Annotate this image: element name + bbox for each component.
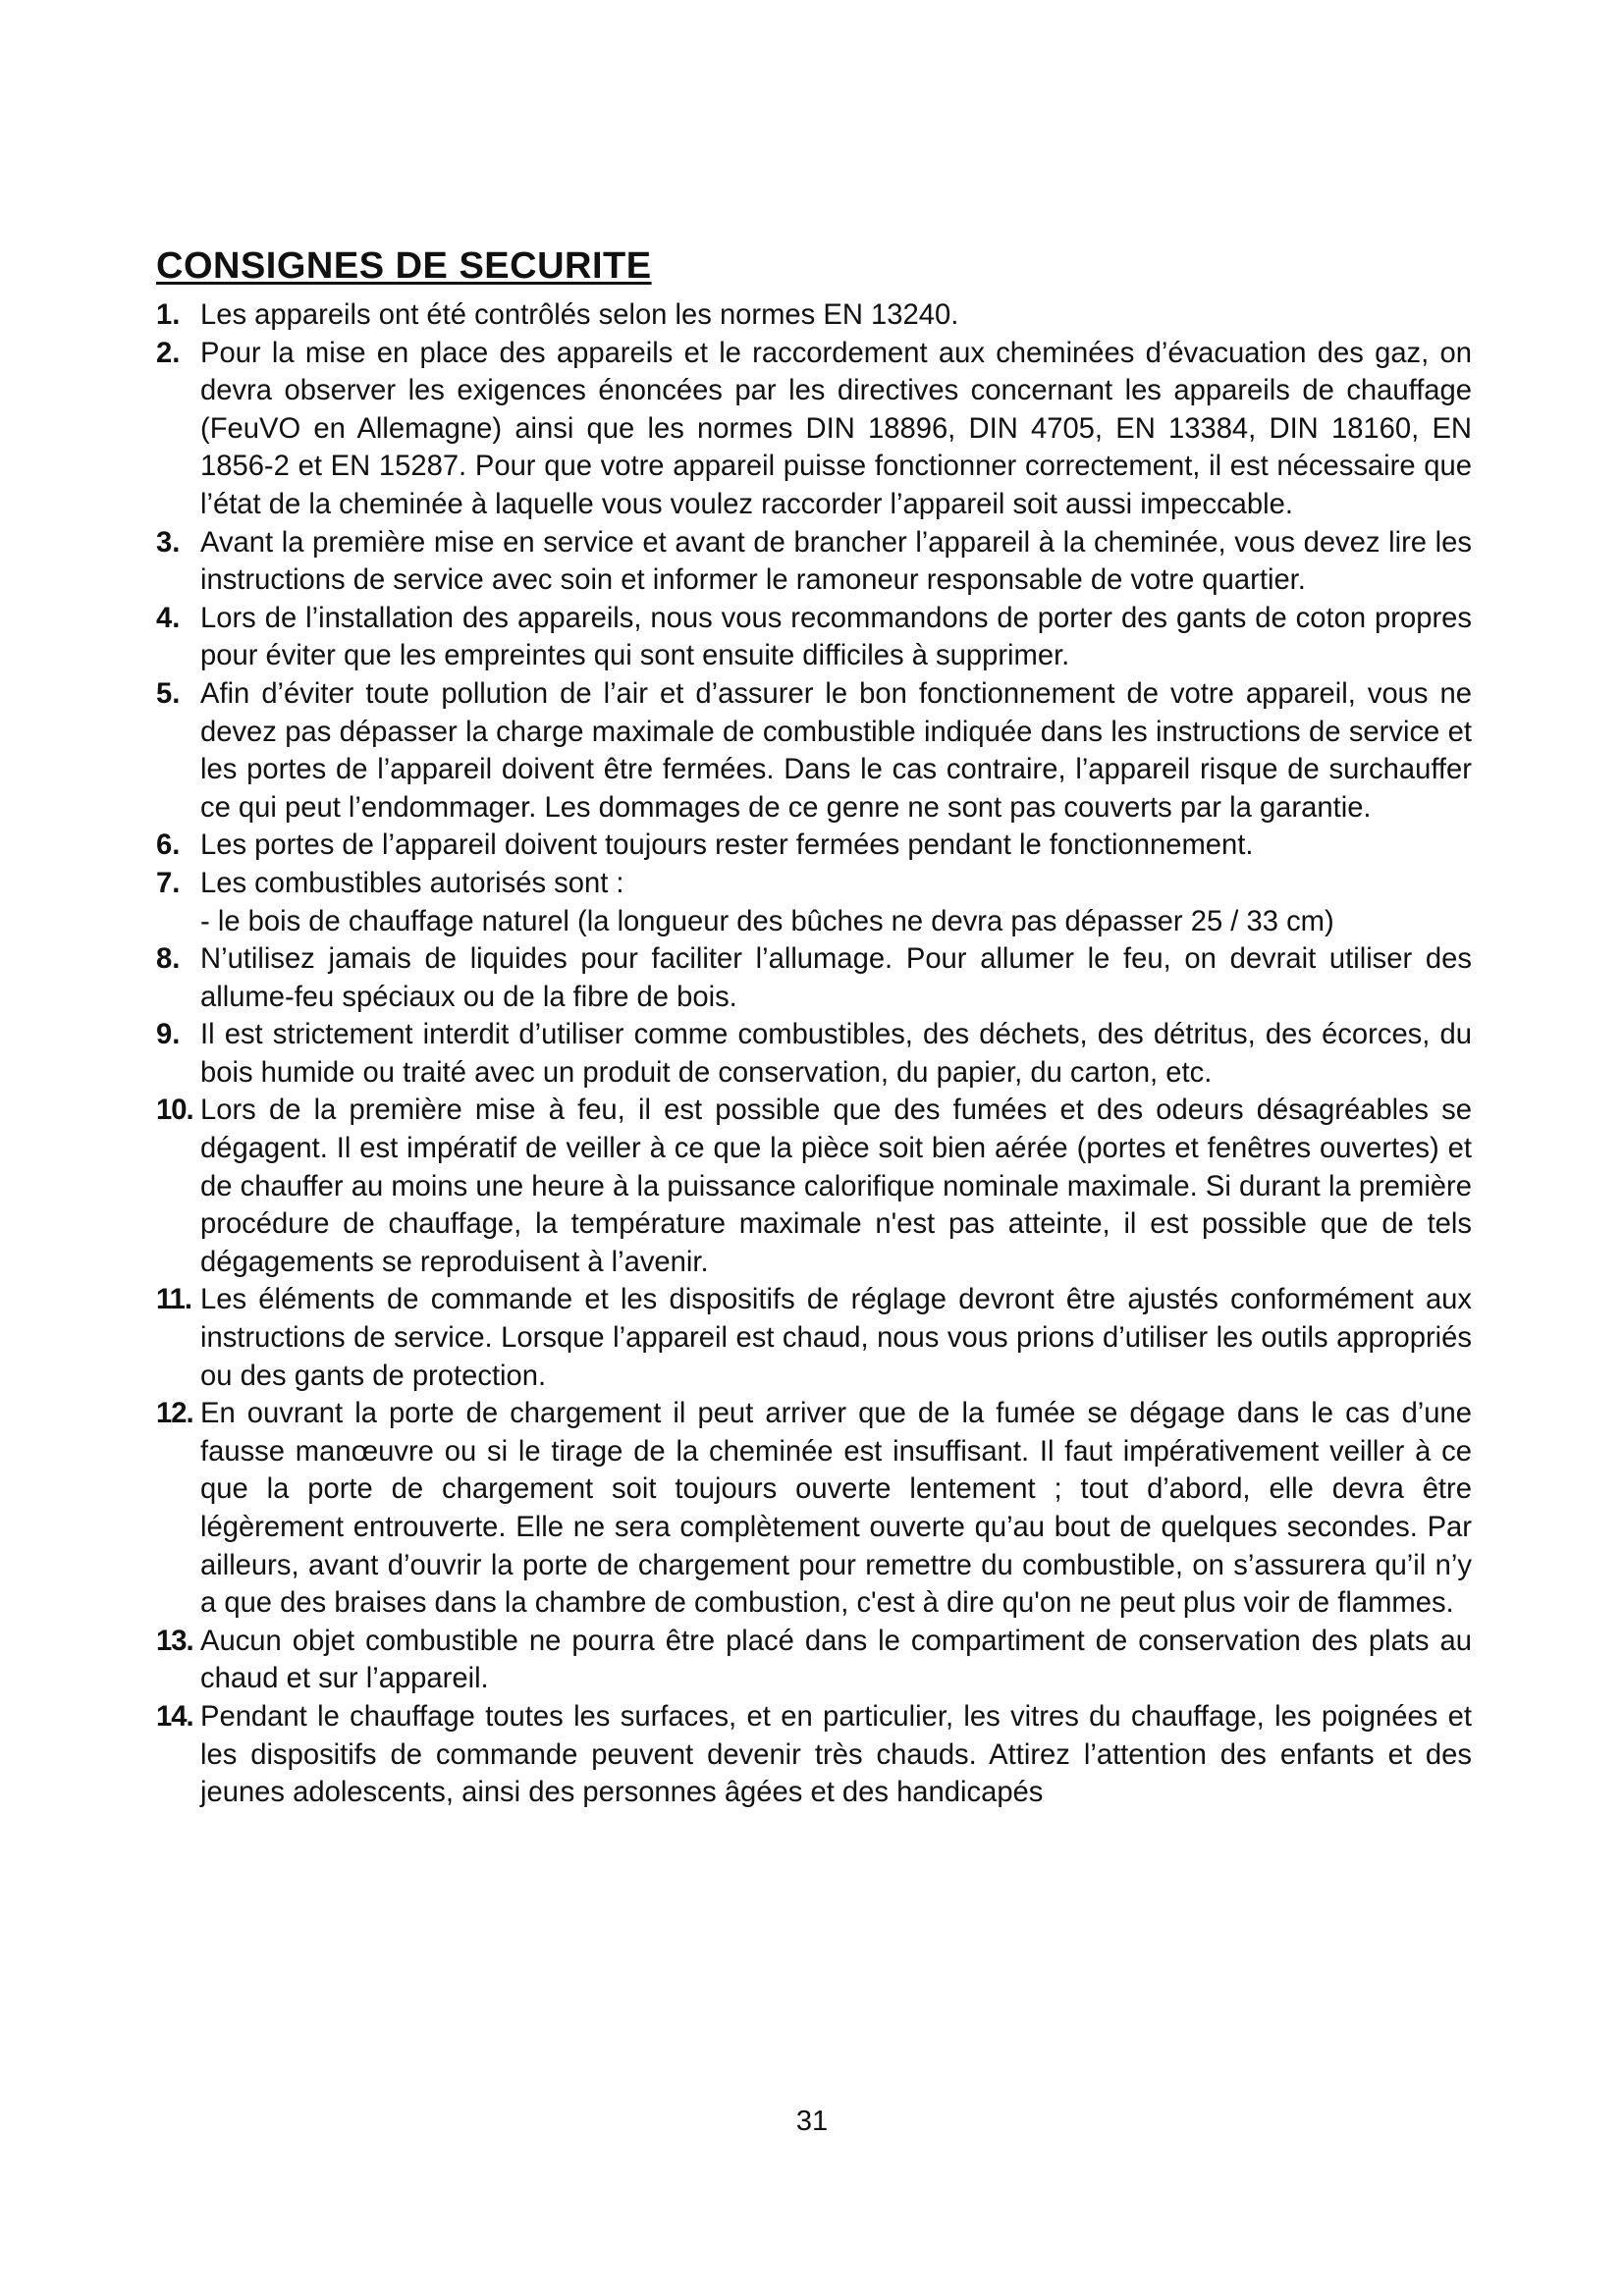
item-number: 6. (156, 829, 181, 862)
list-item (156, 1016, 1472, 1092)
list-item (156, 335, 1472, 524)
item-text: Avant la première mise en service et avant de brancher l’appareil à la cheminée, vous devez lire les instructions de service avec soin et informer le ramoneur responsable de votre quartier. (200, 526, 1472, 597)
item-number: 11. (156, 1284, 191, 1316)
item-number: 4. (156, 602, 181, 634)
safety-instructions-list (156, 296, 1472, 1812)
item-number: 3. (156, 526, 181, 559)
list-item (156, 1281, 1472, 1395)
item-text: Pendant le chauffage toutes les surfaces, et en particulier, les vitres du chauffage, les poignées et les dispositifs de commande peuvent devenir très chauds. Attirez l’attention des enfants et des jeunes adolescents, ainsi des personnes âgées et des handicapés (200, 1700, 1472, 1809)
list-item (156, 675, 1472, 827)
list-item (156, 940, 1472, 1016)
list-item (156, 1698, 1472, 1812)
item-number: 2. (156, 337, 181, 369)
item-text: En ouvrant la porte de chargement il peut arriver que de la fumée se dégage dans le cas d’une fausse manœuvre ou si le tirage de la cheminée est insuffisant. Il faut impérativement veiller à ce que la porte de chargement soit toujours ouverte lentement ; tout d’abord, elle devra être légèrement entrouverte. Elle ne sera complètement ouverte qu’au bout de quelques secondes. Par ailleurs, avant d’ouvrir la porte de chargement pour remettre du combustible, on s’assurera qu’il n’y a que des braises dans la chambre de combustion, c'est à dire qu'on ne peut plus voir de flammes. (200, 1398, 1472, 1620)
item-number: 5. (156, 677, 181, 710)
list-item (156, 1623, 1472, 1698)
list-item (156, 1395, 1472, 1623)
item-text: Les éléments de commande et les dispositifs de réglage devront être ajustés conformément aux instructions de service. Lorsque l’appareil est chaud, nous vous prions d’utiliser les outils appropriés ou des gants de protection. (200, 1284, 1472, 1392)
item-text: Aucun objet combustible ne pourra être placé dans le compartiment de conservation des plats au chaud et sur l’appareil. (200, 1625, 1472, 1695)
item-number: 10. (156, 1095, 193, 1127)
item-text: Les combustibles autorisés sont : (200, 867, 624, 899)
item-number: 13. (156, 1625, 193, 1657)
item-text: Les appareils ont été contrôlés selon les normes EN 13240. (200, 299, 959, 331)
list-item (156, 524, 1472, 600)
page-number: 31 (795, 2106, 829, 2137)
item-number: 1. (156, 299, 181, 331)
item-text: Il est strictement interdit d’utiliser comme combustibles, des déchets, des détritus, des écorces, du bois humide ou traité avec un produit de conservation, du papier, du carton, etc. (200, 1019, 1472, 1089)
item-text: Lors de l’installation des appareils, nous vous recommandons de porter des gants de coton propres pour éviter que les empreintes qui sont ensuite difficiles à supprimer. (200, 602, 1472, 672)
list-item (156, 1092, 1472, 1281)
item-text: Lors de la première mise à feu, il est possible que des fumées et des odeurs désagréables se dégagent. Il est impératif de veiller à ce que la pièce soit bien aérée (portes et fenêtres ouvertes) et de chauffer au moins une heure à la puissance calorifique nominale maximale. Si durant la première procédure de chauffage, la température maximale n'est pas atteinte, il est possible que de tels dégagements se reproduisent à l’avenir. (200, 1095, 1472, 1278)
item-text: Les portes de l’appareil doivent toujours rester fermées pendant le fonctionnement. (200, 829, 1254, 862)
page-title: CONSIGNES DE SECURITE (156, 245, 652, 287)
list-item (156, 600, 1472, 675)
item-number: 9. (156, 1019, 181, 1051)
list-item (156, 296, 1472, 335)
item-text: N’utilisez jamais de liquides pour faciliter l’allumage. Pour allumer le feu, on devrait utiliser des allume-feu spéciaux ou de la fibre de bois. (200, 943, 1472, 1013)
item-subtext: - le bois de chauffage naturel (la longueur des bûches ne devra pas dépasser 25 / 33 cm) (200, 905, 1334, 937)
item-text: Afin d’éviter toute pollution de l’air et d’assurer le bon fonctionnement de votre appareil, vous ne devez pas dépasser la charge maximale de combustible indiquée dans les instructions de service et les portes de l’appareil doivent être fermées. Dans le cas contraire, l’appareil risque de surchauffer ce qui peut l’endommager. Les dommages de ce genre ne sont pas couverts par la garantie. (200, 677, 1472, 824)
item-number: 12. (156, 1398, 193, 1430)
item-number: 7. (156, 867, 181, 899)
list-item (156, 827, 1472, 865)
item-number: 14. (156, 1700, 193, 1733)
item-number: 8. (156, 943, 181, 976)
item-text: Pour la mise en place des appareils et le raccordement aux cheminées d’évacuation des gaz, on devra observer les exigences énoncées par les directives concernant les appareils de chauffage (FeuVO en Allemagne) ainsi que les normes DIN 18896, DIN 4705, EN 13384, DIN 18160, EN 1856-2 et EN 15287. Pour que votre appareil puisse fonctionner correctement, il est nécessaire que l’état de la cheminée à laquelle vous voulez raccorder l’appareil soit aussi impeccable. (200, 337, 1472, 520)
list-item (156, 865, 1472, 940)
